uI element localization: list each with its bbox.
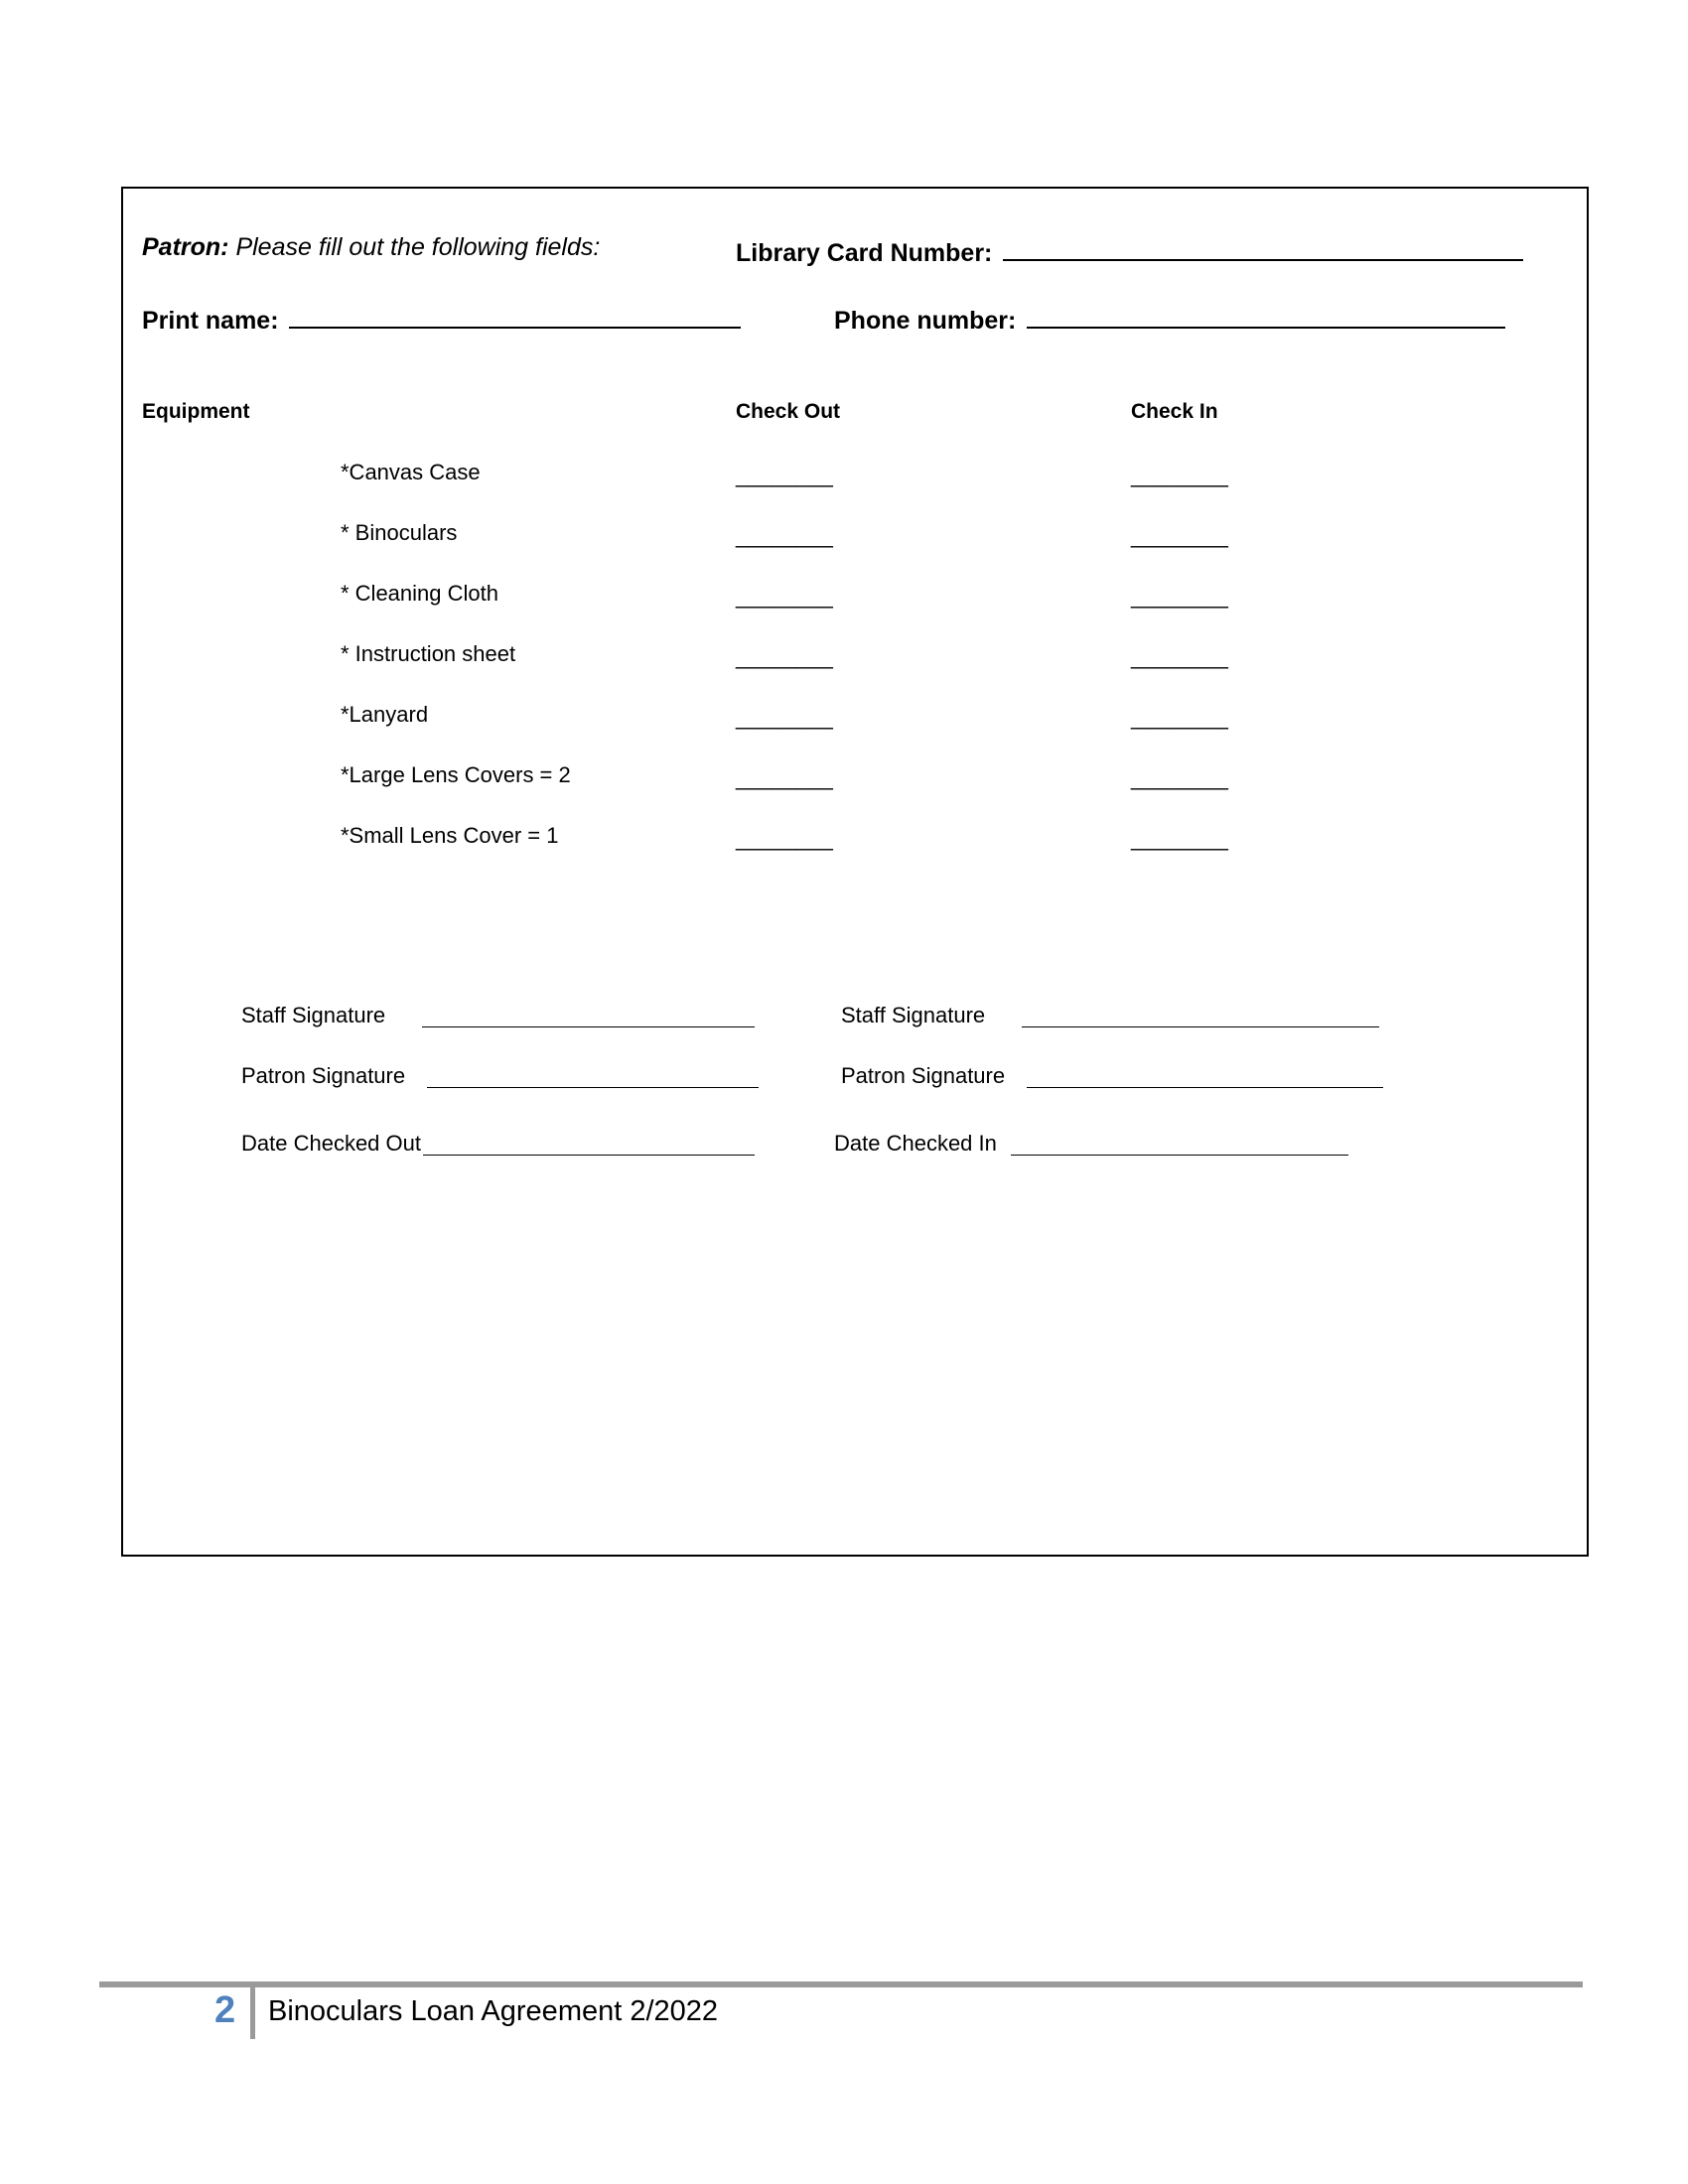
- page-number: 2: [214, 1989, 236, 2031]
- checkout-staff-signature-label: Staff Signature: [241, 1003, 386, 1027]
- equipment-item: *Lanyard: [341, 702, 429, 727]
- footer-rule: [99, 1981, 1583, 1987]
- library-card-field[interactable]: [736, 235, 1523, 266]
- checkout-patron-signature-line[interactable]: [427, 1065, 759, 1088]
- equipment-item: * Cleaning Cloth: [341, 581, 498, 606]
- phone-label: Phone number:: [834, 307, 1017, 335]
- phone-field[interactable]: [834, 303, 1505, 334]
- check-out-blank[interactable]: ________: [736, 584, 833, 609]
- check-out-blank[interactable]: ________: [736, 463, 833, 487]
- checkout-patron-signature-label: Patron Signature: [241, 1063, 406, 1088]
- check-in-blank[interactable]: ________: [1131, 705, 1228, 730]
- footer-divider: [250, 1987, 255, 2039]
- patron-instruction-text: Please fill out the following fields:: [235, 233, 601, 261]
- checkin-staff-signature-line[interactable]: [1022, 1005, 1379, 1027]
- check-out-header: Check Out: [736, 400, 841, 423]
- checkin-staff-signature-label: Staff Signature: [841, 1003, 986, 1027]
- check-out-blank[interactable]: ________: [736, 644, 833, 669]
- checkin-patron-signature-label: Patron Signature: [841, 1063, 1006, 1088]
- date-checked-out-label: Date Checked Out: [241, 1131, 421, 1156]
- check-in-blank[interactable]: ________: [1131, 765, 1228, 790]
- equipment-item: *Canvas Case: [341, 460, 481, 484]
- check-in-blank[interactable]: ________: [1131, 826, 1228, 851]
- footer-title: Binoculars Loan Agreement 2/2022: [268, 1995, 719, 2027]
- check-out-blank[interactable]: ________: [736, 705, 833, 730]
- date-checked-out-line[interactable]: [423, 1133, 755, 1156]
- date-checked-in-line[interactable]: [1011, 1133, 1348, 1156]
- checkout-staff-signature-line[interactable]: [422, 1005, 755, 1027]
- equipment-header: Equipment: [142, 400, 250, 423]
- print-name-line[interactable]: [289, 303, 741, 329]
- equipment-item: *Small Lens Cover = 1: [341, 823, 559, 848]
- check-in-blank[interactable]: ________: [1131, 644, 1228, 669]
- check-in-blank[interactable]: ________: [1131, 584, 1228, 609]
- equipment-item: * Binoculars: [341, 520, 458, 545]
- check-out-blank[interactable]: ________: [736, 523, 833, 548]
- library-card-line[interactable]: [1003, 235, 1523, 261]
- print-name-label: Print name:: [142, 307, 279, 335]
- check-in-header: Check In: [1131, 400, 1218, 423]
- print-name-field[interactable]: [142, 303, 741, 334]
- check-in-blank[interactable]: ________: [1131, 463, 1228, 487]
- library-card-label: Library Card Number:: [736, 239, 993, 267]
- checkin-patron-signature-line[interactable]: [1027, 1065, 1383, 1088]
- loan-form-box: [121, 187, 1589, 1557]
- patron-instruction: [142, 235, 600, 260]
- equipment-item: *Large Lens Covers = 2: [341, 762, 571, 787]
- phone-line[interactable]: [1027, 303, 1505, 329]
- check-in-blank[interactable]: ________: [1131, 523, 1228, 548]
- check-out-blank[interactable]: ________: [736, 826, 833, 851]
- check-out-blank[interactable]: ________: [736, 765, 833, 790]
- date-checked-in-label: Date Checked In: [834, 1131, 997, 1156]
- equipment-item: * Instruction sheet: [341, 641, 516, 666]
- patron-label: Patron:: [142, 233, 229, 261]
